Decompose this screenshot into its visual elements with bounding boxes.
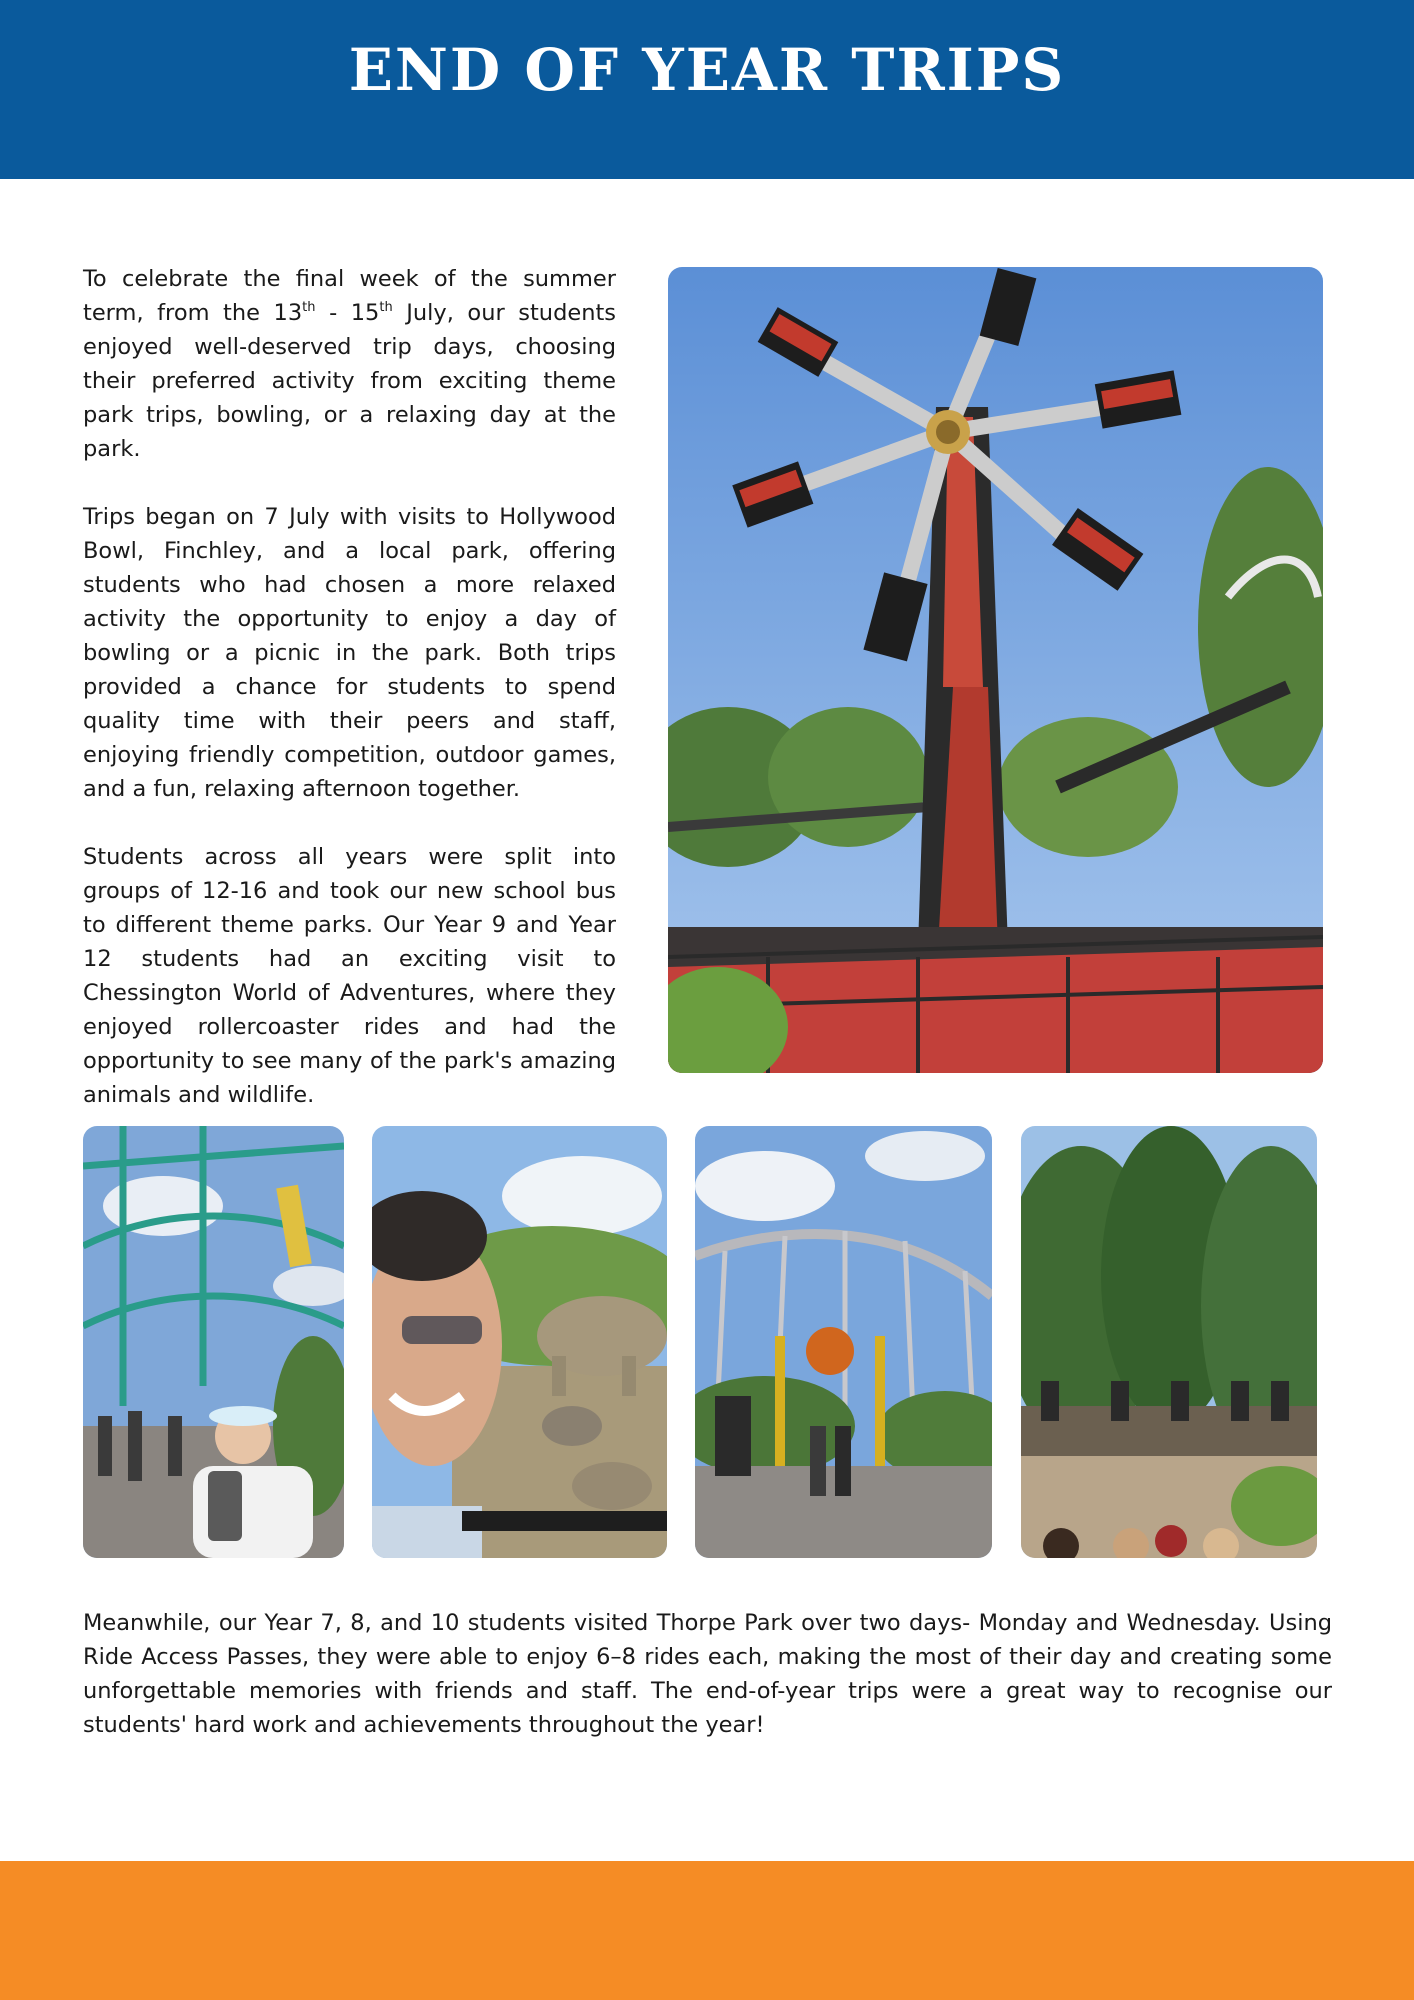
page-title: END OF YEAR TRIPS	[348, 35, 1066, 104]
intro-paragraph	[83, 262, 616, 466]
trips-paragraph: Trips began on 7 July with visits to Hollywood Bowl, Finchley, and a local park, offering students who had chosen a more relaxed activity the opportunity to enjoy a day of bowling or a picnic in the park. Both trips provided a chance for students to spend quality time with their peers and staff, enjoying friendly competition, outdoor games, and a fun, relaxing afternoon together.	[83, 504, 616, 802]
windmill-ride-photo	[668, 267, 1323, 1073]
intro-date-range: - 15	[315, 300, 380, 326]
intro-text-start: To celebrate the final week of the summer term, from the 13	[83, 266, 616, 326]
date-suffix: th	[302, 300, 316, 315]
rollercoaster-entrance-photo	[695, 1126, 992, 1558]
coaster-ride-photo	[1021, 1126, 1317, 1558]
park-entrance-photo	[83, 1126, 344, 1558]
intro-text-end: July, our students enjoyed well-deserved trip days, choosing their preferred activity from exciting theme park trips, bowling, or a relaxing day at the park.	[83, 300, 616, 462]
thorpe-park-paragraph: Meanwhile, our Year 7, 8, and 10 students visited Thorpe Park over two days- Monday and Wednesday. Using Ride Access Passes, they were able to enjoy 6–8 rides each, making the most of their day and creating some unforgettable memories with friends and staff. The end-of-year trips were a great way to recognise our students' hard work and achievements throughout the year!	[83, 1610, 1332, 1738]
date-suffix: th	[379, 300, 393, 315]
rhino-selfie-photo	[372, 1126, 667, 1558]
chessington-paragraph: Students across all years were split into groups of 12-16 and took our new school bus to different theme parks. Our Year 9 and Year 12 students had an exciting visit to Chessington World of Adventures, where they enjoyed rollercoaster rides and had the opportunity to see many of the park's amazing animals and wildlife.	[83, 844, 616, 1108]
article-left-column	[83, 262, 616, 1146]
header-banner	[0, 0, 1414, 179]
footer-bar	[0, 1861, 1414, 2000]
